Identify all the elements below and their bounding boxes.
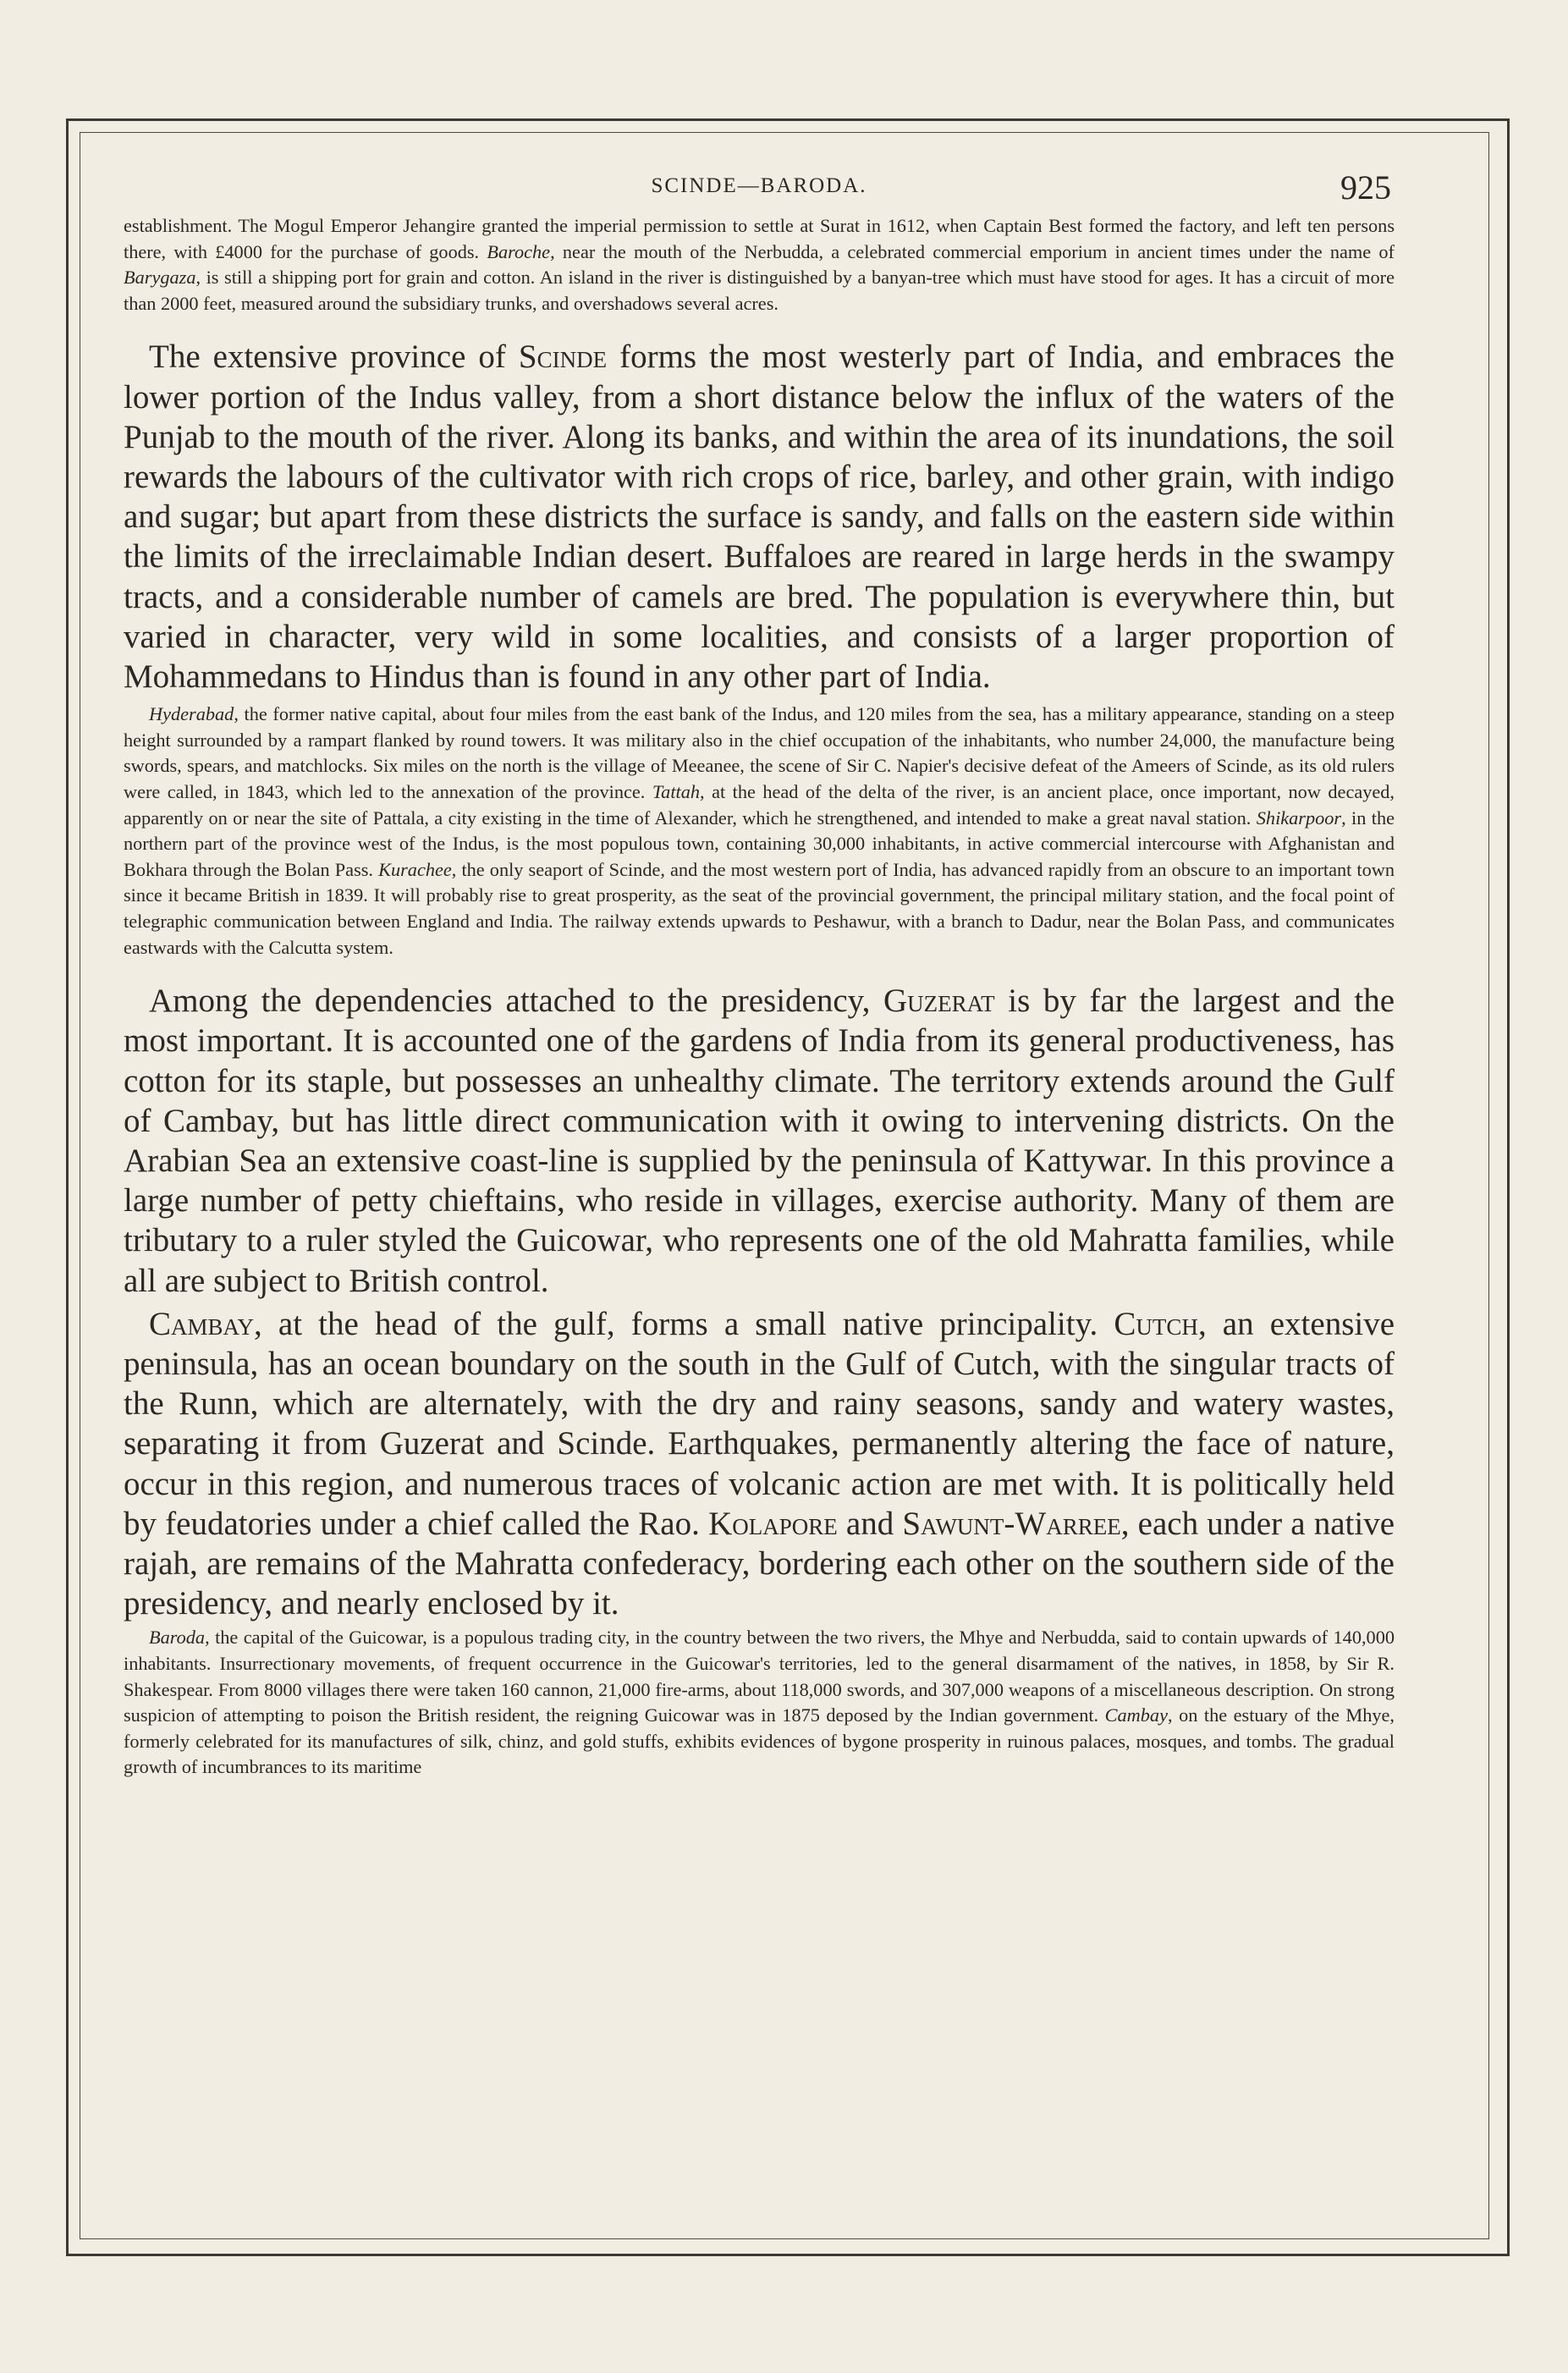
place-name-tattah: Tattah	[652, 780, 701, 802]
page-content	[124, 166, 1395, 1781]
paragraph-surat-baroche: establishment. The Mogul Emperor Jehangire granted the imperial permission to settle at Surat in 1612, when Captain Best formed the factory, and left ten persons there, with £4000 for the purchase of goods. Baroche, near the mouth of the Nerbudda, a celebrated commercial emporium in ancient times under the name of Barygaza, is still a shipping port for grain and cotton. An island in the river is distinguished by a banyan-tree which must have stood for ages. It has a circuit of more than 2000 feet, measured around the subsidiary trunks, and overshadows several acres.	[124, 215, 1395, 314]
place-name-kurachee: Kurachee	[378, 858, 452, 880]
place-name-cambay-city: Cambay	[1104, 1704, 1168, 1726]
running-title: SCINDE—BARODA.	[651, 174, 867, 197]
paragraph-hyderabad: Hyderabad, the former native capital, about four miles from the east bank of the Indus, and 120 miles from the sea, has a military appearance, standing on a steep height surrounded by a rampart flanked by round towers. It was military also in the chief occupation of the inhabitants, who number 24,000, the manufacture being swords, spears, and matchlocks. Six miles on the north is the village of Meeanee, the scene of Sir C. Napier's decisive defeat of the Ameers of Scinde, as its old rulers were called, in 1843, which led to the annexation of the province. Tattah, at the head of the delta of the river, is an ancient place, once important, now decayed, apparently on or near the site of Pattala, a city existing in the time of Alexander, which he strengthened, and intended to make a great naval station. Shikarpoor, in the northern part of the province west of the Indus, is the most populous town, containing 30,000 inhabitants, in active commercial intercourse with Afghanistan and Bokhara through the Bolan Pass. Kurachee, the only seaport of Scinde, and the most western port of India, has advanced rapidly from an obscure to an important town since it became British in 1839. It will probably rise to great prosperity, as the seat of the provincial government, the principal military station, and the focal point of telegraphic communication between England and India. The railway extends upwards to Peshawur, with a branch to Dadur, near the Bolan Pass, and communicates eastwards with the Calcutta system.	[124, 703, 1395, 958]
running-header	[124, 166, 1395, 213]
page-number: 925	[1340, 168, 1391, 206]
place-name-baroche: Baroche	[487, 240, 551, 262]
place-name-cutch: Cutch	[1114, 1305, 1198, 1342]
place-name-hyderabad: Hyderabad	[149, 703, 234, 725]
place-name-kolapore: Kolapore	[708, 1505, 838, 1542]
paragraph-guzerat: Among the dependencies attached to the presidency, Guzerat is by far the largest and the most important. It is accounted one of the gardens of India from its general productiveness, has cotton for its staple, but possesses an unhealthy climate. The territory extends around the Gulf of Cambay, but has little direct communication with it owing to intervening districts. On the Arabian Sea an extensive coast-line is supplied by the peninsula of Kattywar. In this province a large number of petty chieftains, who reside in villages, exercise authority. Many of them are tributary to a ruler styled the Guicowar, who represents one of the old Mahratta families, while all are subject to British control.	[124, 983, 1395, 1299]
paragraph-baroda: Baroda, the capital of the Guicowar, is a populous trading city, in the country between the two rivers, the Mhye and Nerbudda, said to contain upwards of 140,000 inhabitants. Insurrectionary movements, of frequent occurrence in the Guicowar's territories, led to the general disarmament of the natives, in 1858, by Sir R. Shakespear. From 8000 villages there were taken 160 cannon, 21,000 fire-arms, about 118,000 swords, and 307,000 weapons of a miscellaneous description. On strong suspicion of attempting to poison the British resident, the reigning Guicowar was in 1875 deposed by the Indian government. Cambay, on the estuary of the Mhye, formerly celebrated for its manufactures of silk, chinz, and gold stuffs, exhibits evidences of bygone prosperity in ruinous palaces, mosques, and tombs. The gradual growth of incumbrances to its maritime	[124, 1627, 1395, 1778]
paragraph-scinde: The extensive province of Scinde forms the most westerly part of India, and embraces the lower portion of the Indus valley, from a short distance below the influx of the waters of the Punjab to the mouth of the river. Along its banks, and within the area of its inundations, the soil rewards the labours of the cultivator with rich crops of rice, barley, and other grain, with indigo and sugar; but apart from these districts the surface is sandy, and falls on the eastern side within the limits of the irreclaimable Indian desert. Buffaloes are reared in large herds in the swampy tracts, and a considerable number of camels are bred. The population is everywhere thin, but varied in character, very wild in some localities, and consists of a larger proportion of Mohammedans to Hindus than is found in any other part of India.	[124, 339, 1395, 695]
place-name-shikarpoor: Shikarpoor	[1256, 807, 1342, 829]
place-name-scinde: Scinde	[518, 339, 608, 376]
place-name-sawunt-warree: Sawunt-Warree	[902, 1505, 1121, 1542]
place-name-guzerat: Guzerat	[883, 983, 995, 1020]
place-name-barygaza: Barygaza	[124, 267, 196, 289]
paragraph-cambay-cutch: Cambay, at the head of the gulf, forms a small native principality. Cutch, an extensive peninsula, has an ocean boundary on the south in the Gulf of Cutch, with the singular tracts of the Runn, which are alternately, with the dry and rainy seasons, sandy and watery wastes, separating it from Guzerat and Scinde. Earthquakes, permanently altering the face of nature, occur in this region, and numerous traces of volcanic action are met with. It is politically held by feudatories under a chief called the Rao. Kolapore and Sawunt-Warree, each under a native rajah, are remains of the Mahratta confederacy, bordering each other on the southern side of the presidency, and nearly enclosed by it.	[124, 1305, 1395, 1622]
place-name-cambay: Cambay	[149, 1305, 255, 1342]
place-name-baroda: Baroda	[149, 1627, 206, 1649]
